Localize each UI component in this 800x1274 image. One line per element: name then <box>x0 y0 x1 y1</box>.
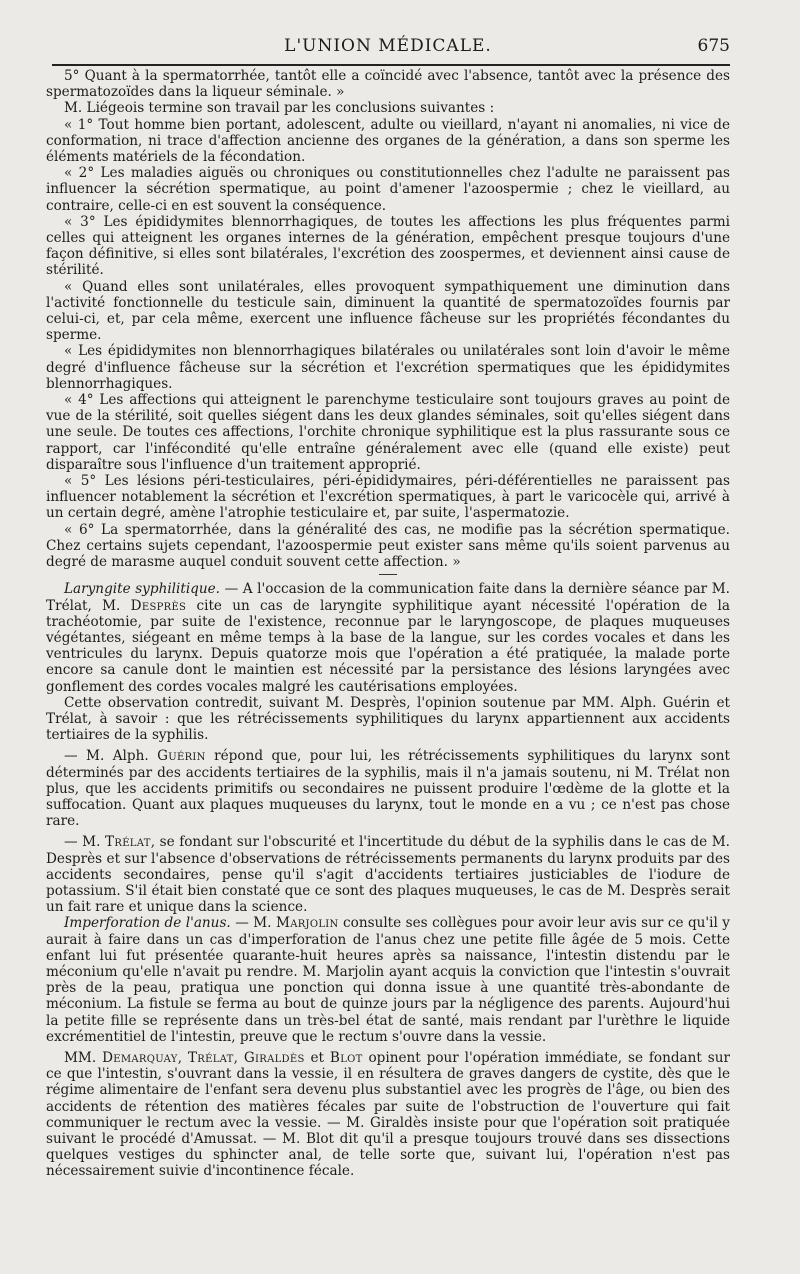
section-title: Laryngite syphilitique. <box>64 581 220 598</box>
text-run: MM. <box>64 1049 103 1066</box>
paragraph: « 5° Les lésions péri-testiculaires, péri-épididymaires, péri-déférentielles ne paraissent pas influencer notablement la sécrétion et l'excrétion spermatiques, à part le varicocèle qui, arrivé à un certain degré, amène l'atrophie testiculaire et, par suite, l'aspermatozie. <box>46 473 730 522</box>
section-separator <box>379 574 397 575</box>
paragraph: « 6° La spermatorrhée, dans la généralité des cas, ne modifie pas la sécrétion spermatique. Chez certains sujets cependant, l'azoospermie peut exister sans même qu'ils soient parvenus au degré de marasme auquel conduit souvent cette affection. » <box>46 521 730 571</box>
trelat-paragraph <box>46 834 730 915</box>
imperforation-paragraph <box>46 915 730 1045</box>
paragraph: « Quand elles sont unilatérales, elles provoquent sympathiquement une diminution dans l'activité fonctionnelle du testicule sain, diminuent la quantité de spermatozoïdes fournis par celui-ci, et, par cela même, exercent une influence fâcheuse sur les propriétés fécondantes du sperme. <box>46 278 730 344</box>
text-run: , <box>233 1049 244 1066</box>
author-name: Trélat <box>187 1049 234 1066</box>
author-name: Giraldès <box>243 1049 305 1066</box>
text-run: — A l'occasion de la communication faite dans la dernière séance par M. Trélat, M. <box>46 581 730 614</box>
text-run: répond que, pour lui, les rétrécissements syphilitiques du larynx sont déterminés par des accidents tertiaires de la syphilis, mais il n'a jamais soutenu, ni M. Trélat non plus, que les accidents primitifs ou secondaires ne puissent produire l'œdème de la glotte et la suffocation. Quant aux plaques muqueuses du larynx, tout le monde en a vu ; ce n'est pas chose rare. <box>46 748 730 830</box>
text-run: — M. <box>64 834 106 851</box>
section-title: Imperforation de l'anus. <box>64 915 231 932</box>
text-run: opinent pour l'opération immédiate, se fondant sur ce que l'intestin, s'ouvrant dans la vessie, il en résultera de graves dangers de cystite, dès que le régime alimentaire de l'enfant sera devenu plus substantiel avec les progrès de l'âge, ou bien des accidents de rétention des matières fécales par suite de l'obstruction de l'ouverture qui fait communiquer le rectum avec la vessie. — M. Giraldès insiste pour que l'opération soit pratiquée suivant le procédé d'Amussat. — M. Blot dit qu'il a presque toujours trouvé dans ses dissections quelques vestiges du sphincter anal, de telle sorte que, suivant lui, l'opération n'est pas nécessairement suivie d'incontinence fécale. <box>46 1049 730 1180</box>
paragraph: « Les épididymites non blennorrhagiques bilatérales ou unilatérales sont loin d'avoir le même degré d'influence fâcheuse sur la sécrétion et l'excrétion spermatiques que les épididymites blennorrhagiques. <box>46 343 730 392</box>
header-rule <box>52 64 730 66</box>
journal-title: L'UNION MÉDICALE. <box>284 36 492 56</box>
author-name: Blot <box>329 1049 363 1066</box>
paragraph: Cette observation contredit, suivant M. Desprès, l'opinion soutenue par MM. Alph. Guérin et Trélat, à savoir : que les rétrécissements syphilitiques du larynx appartiennent aux accidents tertiaires de la syphilis. <box>46 694 730 744</box>
author-name: Demarquay <box>102 1049 178 1066</box>
author-name: Trélat <box>105 834 151 851</box>
author-name: Desprès <box>130 597 187 614</box>
text-run: et <box>304 1049 330 1066</box>
page-number: 675 <box>697 36 730 56</box>
paragraph: « 2° Les maladies aiguës ou chroniques ou constitutionnelles chez l'adulte ne paraissent pas influencer la sécrétion spermatique, au point d'amener l'azoospermie ; chez le vieillard, au contraire, celle-ci en est souvent la conséquence. <box>46 165 730 214</box>
text-run: — M. Alph. <box>64 748 158 765</box>
paragraph: « 4° Les affections qui atteignent le parenchyme testiculaire sont toujours graves au point de vue de la stérilité, soit quelles siégent dans les deux glandes séminales, soit qu'elles siégent dans une seule. De toutes ces affections, l'orchite chronique syphilitique est la plus rassurante sous ce rapport, car l'infécondité qu'elle entraîne généralement avec elle (quand elle existe) peut disparaître sous l'influence d'un traitement approprié. <box>46 392 730 473</box>
text-run: consulte ses collègues pour avoir leur avis sur ce qu'il y aurait à faire dans un cas d'imperforation de l'anus chez une petite fille âgée de 5 mois. Cette enfant lui fut présentée quarante-huit heures après sa naissance, l'intestin distendu par le méconium qu'elle n'avait pu rendre. M. Marjolin ayant acquis la conviction que l'intestin s'ouvrait près de la peau, pratiqua une ponction qui donna issue à une quantité très-abondante de méconium. La fistule se ferma au bout de quinze jours par la négligence des parents. Aujourd'hui la petite fille se représente dans un très-bel état de santé, mais rendant par l'urèthre le liquide excrémentitiel de l'intestin, preuve que le rectum s'ouvre dans la vessie. <box>46 915 730 1045</box>
paragraph: « 1° Tout homme bien portant, adolescent, adulte ou vieillard, n'ayant ni anomalies, ni vice de conformation, ni trace d'affection ancienne des organes de la génération, a dans son sperme les éléments matériels de la fécondation. <box>46 116 730 166</box>
guerin-paragraph <box>46 748 730 829</box>
article-body <box>46 68 730 1180</box>
author-name: Marjolin <box>275 915 339 932</box>
author-name: Guérin <box>157 748 206 765</box>
text-run: — M. <box>230 915 276 932</box>
text-run: , <box>177 1049 188 1066</box>
paragraph: 5° Quant à la spermatorrhée, tantôt elle a coïncidé avec l'absence, tantôt avec la présence des spermatozoïdes dans la liqueur séminale. » <box>46 68 730 101</box>
laryngite-paragraph <box>46 581 730 694</box>
running-head <box>46 36 730 62</box>
paragraph: « 3° Les épididymites blennorrhagiques, de toutes les affections les plus fréquentes parmi celles qui atteignent les organes internes de la génération, empêchent presque toujours d'une façon définitive, si elles sont bilatérales, l'excrétion des zoospermes, et deviennent ainsi cause de stérilité. <box>46 213 730 279</box>
text-run: cite un cas de laryngite syphilitique ayant nécessité l'opération de la trachéotomie, par suite de l'existence, reconnue par le laryngoscope, de plaques muqueuses végétantes, siégeant en même temps à la base de la langue, sur les cordes vocales et dans les ventricules du larynx. Depuis quatorze mois que l'opération a été pratiquée, la malade porte encore sa canule dont le maintien est nécessité par la persistance des lésions laryngées avec gonflement des cordes vocales malgré les cautérisations employées. <box>46 597 730 695</box>
text-run: , se fondant sur l'obscurité et l'incertitude du début de la syphilis dans le cas de M. Desprès et sur l'absence d'observations de rétrécissements permanents du larynx produits par des accidents secondaires, pense qu'il s'agit d'accidents tertiaires justiciables de l'iodure de potassium. S'il était bien constaté que ce sont des plaques muqueuses, le cas de M. Desprès serait un fait rare et unique dans la science. <box>46 834 730 916</box>
paragraph: M. Liégeois termine son travail par les conclusions suivantes : <box>64 100 495 117</box>
final-paragraph <box>46 1050 730 1180</box>
